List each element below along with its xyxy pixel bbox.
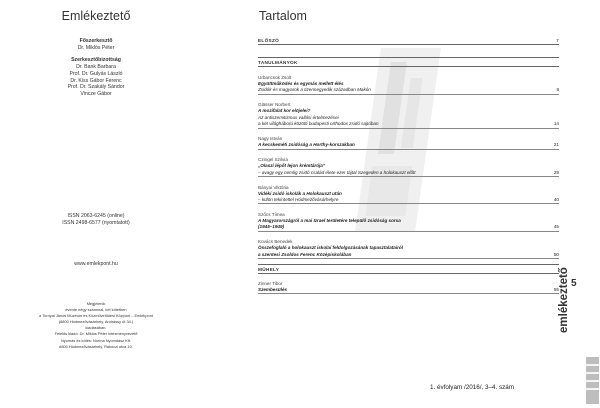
toc-entry[interactable] [258,281,559,294]
entry-title-line: Vidéki zsidó iskolák a Holokauszt után [258,190,342,196]
board-member: Prof. Dr. Szakály Sándor [67,84,125,91]
website-link[interactable]: www.emlekpont.hu [74,261,118,267]
toc-entry[interactable] [258,102,559,128]
entry-title-line: A Magyarországról a mai Izrael területére települő zsidóság sorsa [258,218,401,224]
toc-entry[interactable] [258,157,559,177]
preface-heading [258,38,559,45]
issn-print: ISSN 2498-6577 (nyomtatott) [62,220,130,226]
page-number: 5 [571,278,577,289]
toc-entry[interactable] [258,239,559,259]
studies-heading [258,60,559,67]
issn-block [0,213,192,227]
publisher-line: (6800 Hódmezővásárhely, Andrássy út 34.) [58,319,134,325]
entry-author: Kovács Benedek [258,239,293,245]
entry-title-line: „Olaszi lépőt lejon krémtárója” [258,163,326,169]
entry-page: 45 [553,224,559,230]
board-member: Dr. Bank Barbara [76,64,116,71]
toc-title: Tartalom [259,9,307,23]
entry-page: 21 [553,142,559,148]
publisher-line: Felelős kiadó: Dr. Miklós Péter intézményvezető [54,331,138,337]
edition-info: 1. évfolyam /2016/, 3–4. szám [430,384,515,391]
entry-title-line: – külön tekintettel Hódmezővásárhelyre 40 [258,197,559,204]
toc-entry[interactable] [258,185,559,205]
toc-entry[interactable] [258,136,559,149]
section-rule [258,264,559,265]
entry-title-line: Szembesülés 55 [258,287,559,294]
editorial-credits [0,38,192,98]
publisher-line: 6800 Hódmezővásárhely, Rákóczi utca 10. [59,343,133,349]
entry-title-line: a két világháború közötti budapesti orthodox zsidó sajtóban 14 [258,121,559,128]
publisher-line: kiadásában. [85,325,107,331]
toc-entry[interactable] [258,75,559,95]
editor-label: Főszerkesztő [79,38,113,44]
publisher-line: a Tornyai János Múzeum és Közművelődési Központ – Emlékpont [39,313,153,319]
publisher-info [0,301,192,350]
editor-name: Dr. Miklós Péter [77,44,115,51]
table-of-contents [258,38,559,302]
entry-page: 50 [553,251,559,257]
section-rule [258,57,559,58]
workshop-heading [258,267,559,274]
entry-title-line: (1945–1949) 45 [258,224,559,231]
board-member: Vincze Gábor [80,90,112,97]
preface-label: ELŐSZÓ [258,38,280,43]
entry-author: Nagy István [258,136,283,142]
entry-author: Czingel Szilvia [258,157,288,163]
entry-page: 8 [556,87,559,93]
entry-title-line: A mozifalat kor elöjelei? [258,108,311,114]
publisher-line: évente négy számmal, két kötetben [65,307,127,313]
journal-title: Emlékeztető [61,9,131,23]
entry-page: 55 [553,286,559,292]
entry-title-line: Együttműködés és egymás mellett élés [258,81,344,86]
workshop-label: MŰHELY [258,266,280,272]
entry-title-line: A kecskeméti zsidóság a Horthy-korszakban 21 [258,142,559,149]
entry-author: Bányai Viktória [258,184,289,190]
entry-page: 14 [553,121,559,127]
entry-title-line: Az antiszemitizmus vallási értelmezései [258,114,339,120]
entry-title-line: Összefoglaló a holokauszt iskolai feldolgozásának tapasztalatairól [258,245,403,251]
entry-author: Szőcs Tímea [258,212,285,218]
board-member: Prof. Dr. Gulyás László [69,70,123,77]
entry-title-line: a szentesi Zsoldos Ferenc Középiskolában 50 [258,252,559,259]
entry-author: Zinner Tibor [258,280,283,286]
publisher-line: Nyomás és kötés: Norma Nyomdász Kft. [60,337,132,343]
left-page [0,0,192,408]
entry-page: 40 [553,197,559,203]
entry-page: 29 [553,169,559,175]
preface-page: 7 [556,38,559,43]
studies-label: TANULMÁNYOK [258,60,298,65]
board-label: Szerkesztőbizottság [71,57,121,64]
board-member: Dr. Kiss Gábor Ferenc [70,77,122,84]
entry-title-line: Zsidók és magyarok a tizennegyedik században Makón 8 [258,87,559,94]
entry-author: Urbancsok Zsolt [258,75,292,80]
entry-author: Glässer Norbert [258,102,291,108]
publisher-line: Megjelenik [86,301,106,306]
issn-online: ISSN 2063-6245 (online) [67,213,125,219]
spine-bar [583,262,600,408]
entry-title-line: – avagy egy nemlig zsidó család élete ezer tájtal Szegeden a holokauszt előtt 29 [258,170,559,177]
toc-entry[interactable] [258,212,559,232]
spine-title: emlékeztető [558,267,570,333]
